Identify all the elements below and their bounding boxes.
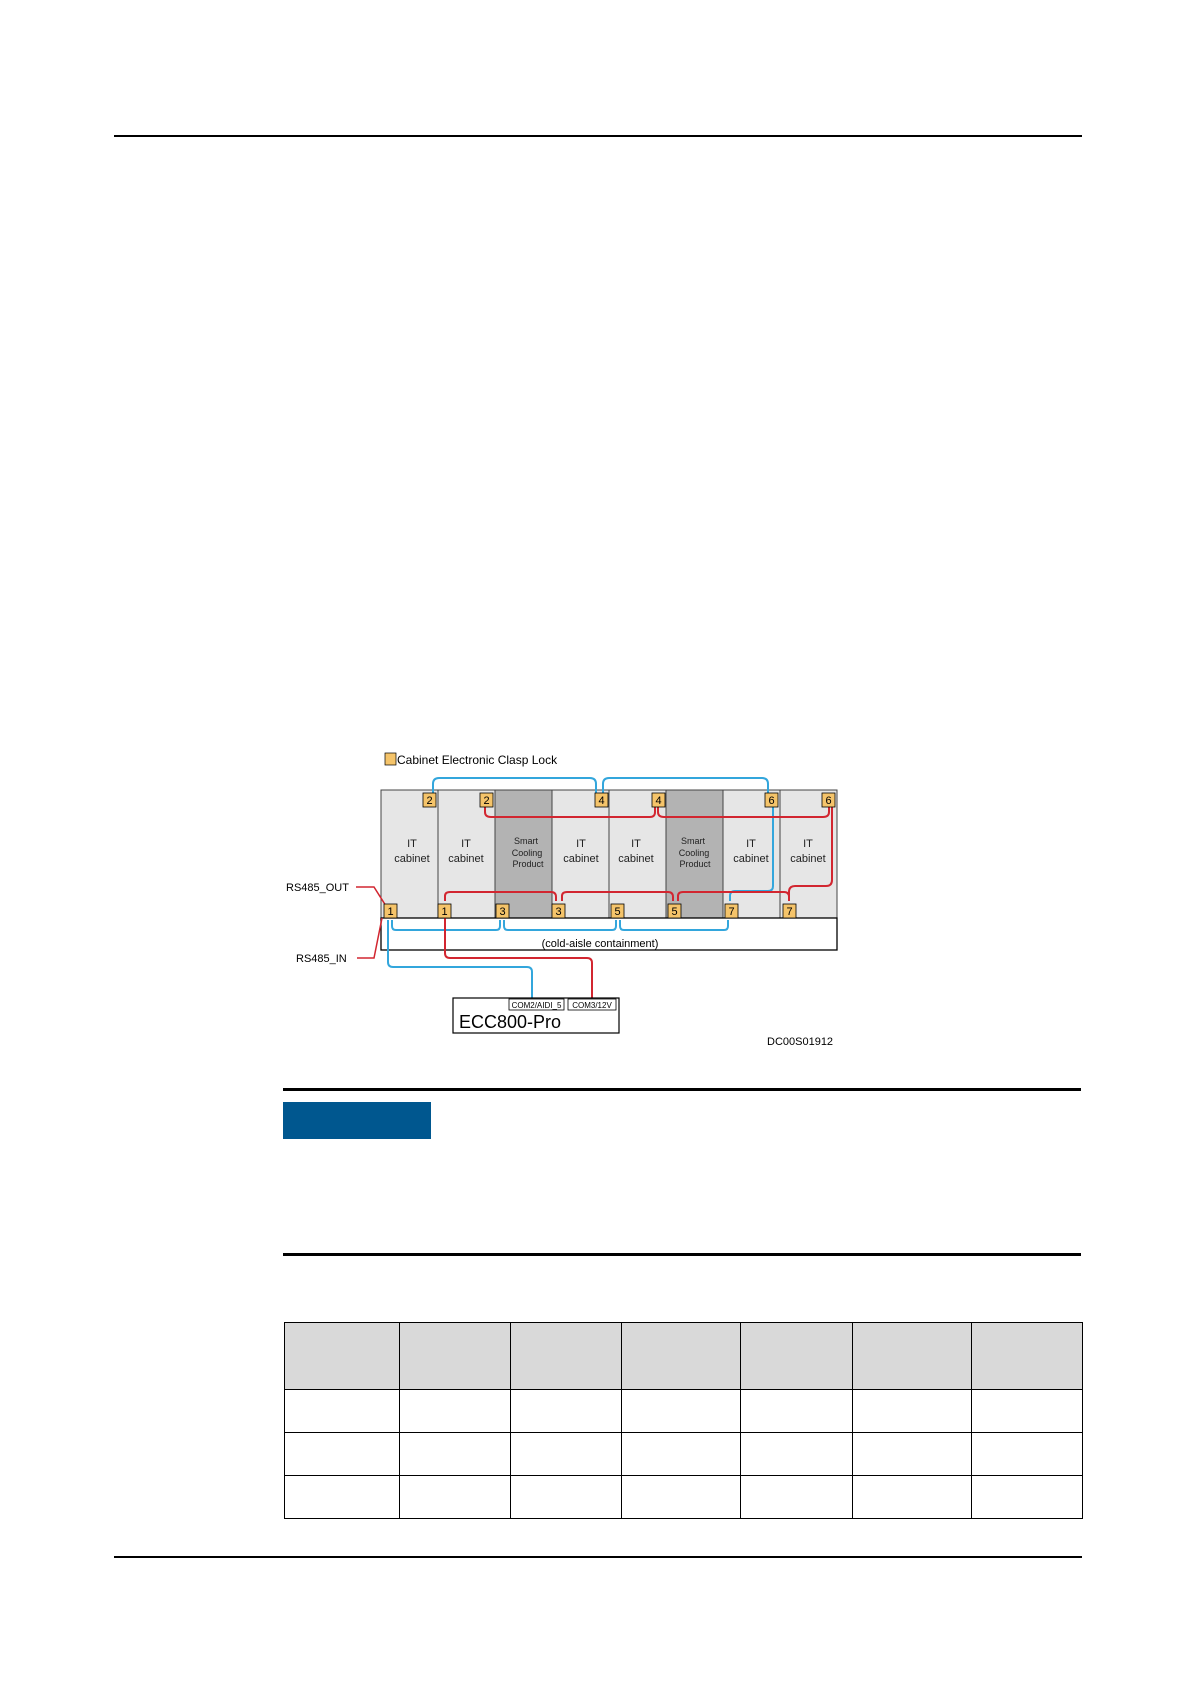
- table-cell: [622, 1390, 741, 1433]
- cabinet-1-line1: IT: [407, 838, 417, 850]
- lock-bottom-7-num: 7: [728, 906, 735, 918]
- lock-bottom-8-num: 7: [786, 906, 793, 918]
- table-row: [285, 1476, 1083, 1519]
- cabinet-6-line3: Product: [679, 859, 711, 869]
- note-badge: [283, 1102, 431, 1139]
- note-top-rule: [283, 1088, 1081, 1091]
- table-row: [285, 1433, 1083, 1476]
- table-cell: [853, 1476, 972, 1519]
- cabinet-7-line2: cabinet: [733, 853, 769, 865]
- cabinet-4-line1: IT: [576, 838, 586, 850]
- table-cell: [622, 1476, 741, 1519]
- cabinet-7-line1: IT: [746, 838, 756, 850]
- port-left-label: COM2/AIDI_5: [511, 1001, 562, 1010]
- table-cell: [511, 1433, 622, 1476]
- table-header-cell: [741, 1323, 853, 1390]
- table-header-cell: [511, 1323, 622, 1390]
- table-row: [285, 1390, 1083, 1433]
- cabinet-3-line3: Product: [512, 859, 544, 869]
- lock-top-3-num: 4: [598, 795, 605, 807]
- cabinet-1-line2: cabinet: [394, 853, 430, 865]
- table-header-cell: [622, 1323, 741, 1390]
- table-cell: [972, 1476, 1083, 1519]
- table-header-cell: [400, 1323, 511, 1390]
- table-cell: [853, 1390, 972, 1433]
- port-right-label: COM3/12V: [572, 1001, 612, 1010]
- table-cell: [741, 1476, 853, 1519]
- lock-bottom-1-num: 1: [387, 906, 394, 918]
- containment-label: (cold-aisle containment): [541, 938, 659, 950]
- cabinet-6-line1: Smart: [680, 836, 706, 846]
- legend-lock-swatch: [385, 753, 396, 765]
- cabinet-3-line1: Smart: [513, 836, 539, 846]
- cabinet-8-line1: IT: [803, 838, 813, 850]
- lock-top-2-num: 2: [483, 795, 490, 807]
- rs485-in-label: RS485_IN: [296, 953, 347, 965]
- legend-label: Cabinet Electronic Clasp Lock: [397, 753, 558, 767]
- data-table: [284, 1322, 1083, 1519]
- table-cell: [285, 1390, 400, 1433]
- cabinet-3-line2: Cooling: [511, 848, 543, 858]
- table-cell: [400, 1390, 511, 1433]
- cabinet-8-line2: cabinet: [790, 853, 826, 865]
- table-header-cell: [853, 1323, 972, 1390]
- lock-top-6-num: 6: [825, 795, 832, 807]
- table-header-cell: [285, 1323, 400, 1390]
- controller-name: ECC800-Pro: [459, 1012, 562, 1032]
- table-header-row: [285, 1323, 1083, 1390]
- lock-bottom-6-num: 5: [671, 906, 678, 918]
- table-cell: [972, 1433, 1083, 1476]
- table-cell: [972, 1390, 1083, 1433]
- figure-code: DC00S01912: [767, 1036, 834, 1048]
- lock-bottom-5-num: 5: [614, 906, 621, 918]
- table-cell: [853, 1433, 972, 1476]
- lock-top-1-num: 2: [426, 795, 433, 807]
- lock-bottom-3-num: 3: [499, 906, 506, 918]
- lock-top-5-num: 6: [768, 795, 775, 807]
- lock-bottom-2-num: 1: [441, 906, 448, 918]
- cabinet-6-line2: Cooling: [678, 848, 710, 858]
- lock-bottom-4-num: 3: [555, 906, 562, 918]
- table-cell: [285, 1476, 400, 1519]
- rs485-out-label: RS485_OUT: [286, 882, 349, 894]
- table-cell: [741, 1433, 853, 1476]
- cabinet-2-line1: IT: [461, 838, 471, 850]
- table-cell: [400, 1476, 511, 1519]
- cabinet-5-line1: IT: [631, 838, 641, 850]
- table-cell: [622, 1433, 741, 1476]
- cabinet-4-line2: cabinet: [563, 853, 599, 865]
- table-cell: [400, 1433, 511, 1476]
- note-block: [283, 1088, 1081, 1256]
- note-bottom-rule: [283, 1253, 1081, 1256]
- lock-top-4-num: 4: [655, 795, 662, 807]
- cabinet-5-line2: cabinet: [618, 853, 654, 865]
- cabinet-2-line2: cabinet: [448, 853, 484, 865]
- table-cell: [741, 1390, 853, 1433]
- table-cell: [511, 1390, 622, 1433]
- table-cell: [511, 1476, 622, 1519]
- table-header-cell: [972, 1323, 1083, 1390]
- table-cell: [285, 1433, 400, 1476]
